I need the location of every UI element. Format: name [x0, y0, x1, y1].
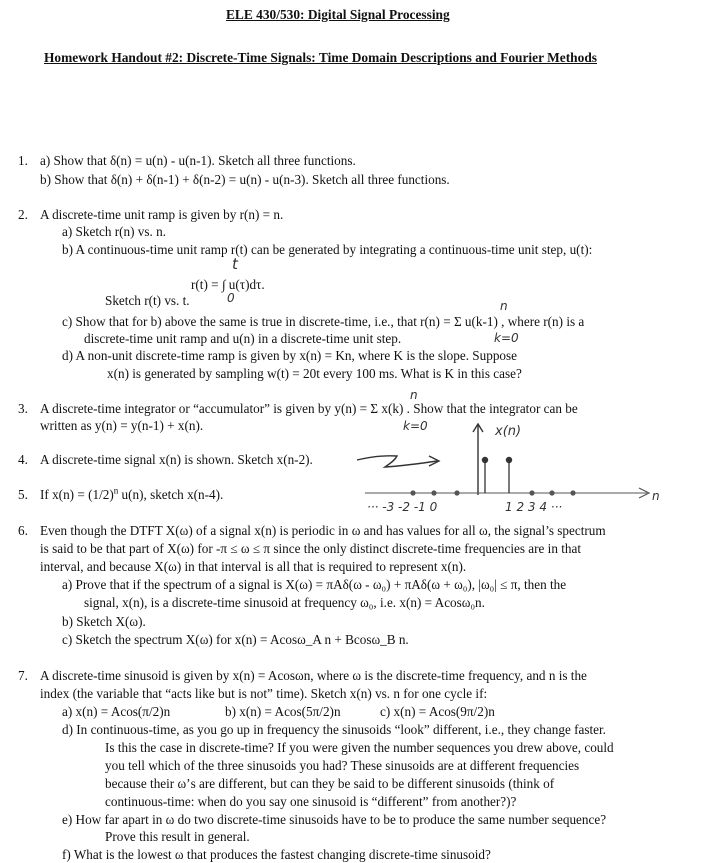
integral-lower-limit: 0: [227, 291, 235, 305]
problem-3-number: 3.: [18, 401, 28, 416]
problem-1-number: 1.: [18, 153, 28, 168]
problem-6-a-line-2: signal, x(n), is a discrete-time sinusoid at frequency ω₀, i.e. x(n) = Acosω₀n.: [84, 595, 485, 610]
signal-sketch-figure: [355, 415, 700, 515]
problem-7-d-line-2: Is this the case in discrete-time? If you were given the number sequences you drew above, could: [105, 740, 614, 755]
pointer-arrow: [357, 456, 437, 467]
problem-7-line-2: index (the variable that “acts like but is not” time). Sketch x(n) vs. n for one cycle if:: [40, 686, 488, 701]
x-axis-label: n: [652, 489, 660, 503]
handout-title: Homework Handout #2: Discrete-Time Signals: Time Domain Descriptions and Fourier Methods: [44, 50, 597, 65]
problem-2-b: b) A continuous-time unit ramp r(t) can be generated by integrating a continuous-time unit step, u(t):: [62, 242, 593, 257]
sample-dot-n0: [482, 457, 488, 463]
sum-upper-limit-3: n: [410, 388, 418, 402]
problem-2-d-line-2: x(n) is generated by sampling w(t) = 20t every 100 ms. What is K in this case?: [107, 366, 522, 381]
problem-7-d-line-5: continuous-time: when do you say one sinusoid is “different” from another?)?: [105, 794, 517, 809]
problem-1-a: a) Show that δ(n) = u(n) - u(n-1). Sketch all three functions.: [40, 153, 356, 168]
problem-2-sketch-instruction: Sketch r(t) vs. t.: [105, 293, 190, 308]
problem-4-text: A discrete-time signal x(n) is shown. Sketch x(n-2).: [40, 452, 313, 467]
y-axis-label: x(n): [495, 424, 522, 439]
problem-1-b: b) Show that δ(n) + δ(n-1) + δ(n-2) = u(n) - u(n-3). Sketch all three functions.: [40, 172, 450, 187]
problem-7-e-line-2: Prove this result in general.: [105, 829, 250, 844]
problem-2-c-line-2: discrete-time unit ramp and u(n) in a discrete-time unit step.: [84, 331, 402, 346]
integral-upper-limit: t: [232, 255, 238, 273]
problem-3-line-1: A discrete-time integrator or “accumulator” is given by y(n) = Σ x(k) . Show that the integrator can be: [40, 401, 578, 416]
sum-upper-limit-c: n: [500, 299, 508, 313]
tick-labels-negative: ··· -3 -2 -1 0: [367, 500, 438, 514]
problem-7-option-a: a) x(n) = Acos(π/2)n: [62, 704, 171, 719]
problem-7-d-line-3: you tell which of the three sinusoids you had? These sinusoids are at different frequencies: [105, 758, 580, 773]
tick-labels-positive: 1 2 3 4 ···: [505, 500, 563, 514]
sum-lower-limit-3: k=0: [403, 419, 428, 433]
sum-lower-limit-c: k=0: [494, 331, 519, 345]
course-title: ELE 430/530: Digital Signal Processing: [226, 7, 450, 22]
problem-3-line-2: written as y(n) = y(n-1) + x(n).: [40, 418, 204, 433]
problem-7-option-b: b) x(n) = Acos(5π/2)n: [225, 704, 341, 719]
problem-2-stem: A discrete-time unit ramp is given by r(n) = n.: [40, 207, 284, 222]
problem-7-line-1: A discrete-time sinusoid is given by x(n) = Acosωn, where ω is the discrete-time frequency, and n is the: [40, 668, 587, 683]
problem-2-d-line-1: d) A non-unit discrete-time ramp is given by x(n) = Kn, where K is the slope. Suppose: [62, 348, 517, 363]
sample-dot-n1: [506, 457, 512, 463]
problem-6-line-2: is said to be that part of X(ω) for -π ≤ ω ≤ π since the only distinct discrete-time frequencies are in that: [40, 541, 581, 556]
problem-7-d-line-1: d) In continuous-time, as you go up in frequency the sinusoids “look” different, i.e., they change faster.: [62, 722, 606, 737]
problem-7-option-c: c) x(n) = Acos(9π/2)n: [380, 704, 495, 719]
problem-6-a-line-1: a) Prove that if the spectrum of a signal is X(ω) = πAδ(ω - ω₀) + πAδ(ω + ω₀), |ω₀| ≤ π, then the: [62, 577, 567, 592]
problem-5-number: 5.: [18, 487, 28, 502]
ramp-integral-formula: r(t) = ∫ u(τ)dτ.: [191, 277, 265, 292]
problem-2-a: a) Sketch r(n) vs. n.: [62, 224, 167, 239]
problem-6-c: c) Sketch the spectrum X(ω) for x(n) = Acosω_A n + Bcosω_B n.: [62, 632, 409, 647]
problem-6-line-3: interval, and because X(ω) in that interval is all that is required to represent x(n).: [40, 559, 467, 574]
problem-4-number: 4.: [18, 452, 28, 467]
problem-2-c-line-1: c) Show that for b) above the same is true in discrete-time, i.e., that r(n) = Σ u(k-1) , where r(n) is a: [62, 314, 585, 329]
problem-5-text: If $x(n) = (1/2)^n$ u(n), sketch x(n-4).: [40, 485, 224, 502]
problem-6-b: b) Sketch X(ω).: [62, 614, 146, 629]
problem-6-line-1: Even though the DTFT X(ω) of a signal x(n) is periodic in ω and has values for all ω, the signal’s spectrum: [40, 523, 606, 538]
problem-2-number: 2.: [18, 207, 28, 222]
problem-7-f: f) What is the lowest ω that produces the fastest changing discrete-time sinusoid?: [62, 847, 491, 862]
problem-6-number: 6.: [18, 523, 28, 538]
problem-7-d-line-4: because their ω’s are different, but can they be said to be different sinusoids (think of: [105, 776, 555, 791]
problem-7-number: 7.: [18, 668, 28, 683]
problem-7-e-line-1: e) How far apart in ω do two discrete-time sinusoids have to be to produce the same number sequence?: [62, 812, 607, 827]
